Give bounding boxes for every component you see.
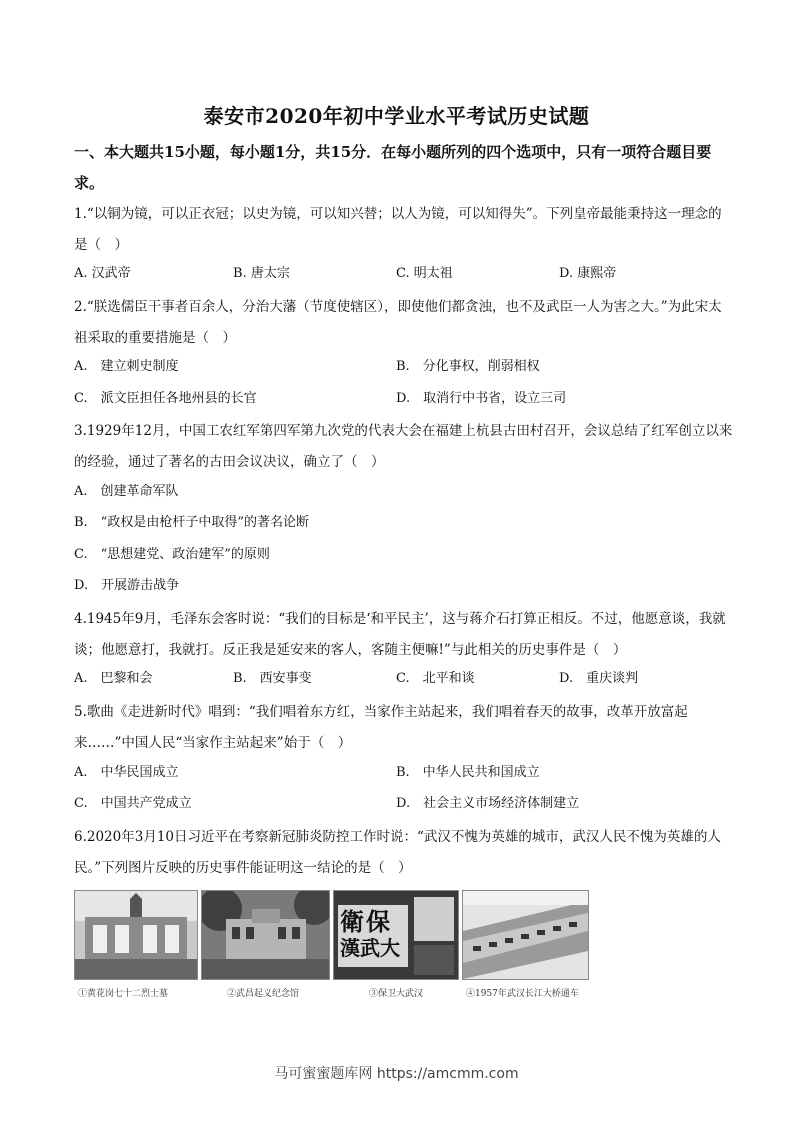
question-3-stem: 3.1929年12月，中国工农红军第四军第九次党的代表大会在福建上杭县古田村召开，会议总结了红军创立以来的经验，通过了著名的古田会议决议，确立了（ ） (74, 423, 733, 470)
question-2-option-b: B. 分化事权，削弱相权 (396, 359, 540, 374)
question-5-option-b: B. 中华人民共和国成立 (396, 765, 540, 780)
question-2-option-a: A. 建立刺史制度 (74, 359, 179, 374)
photo-caption-3: ③保卫大武汉 (369, 989, 424, 999)
page-footer-watermark: 马可蜜蜜题库网 https://amcmm.com (274, 1066, 519, 1082)
defend-wuhan-sign-line-2: 漢武大 (340, 936, 400, 960)
question-5-option-d: D. 社会主义市场经济体制建立 (396, 796, 580, 811)
question-3-option-a: A. 创建革命军队 (74, 484, 179, 499)
question-3-option-c: C. “思想建党、政治建军”的原则 (74, 547, 270, 562)
question-5-option-c: C. 中国共产党成立 (74, 796, 192, 811)
question-1-option-c: C. 明太祖 (396, 266, 453, 281)
question-2-option-c: C. 派文臣担任各地州县的长官 (74, 391, 257, 406)
question-1-stem: 1.“以铜为镜，可以正衣冠；以史为镜，可以知兴替；以人为镜，可以知得失”。下列皇帝最能秉持这一理念的是（ ） (74, 206, 722, 253)
exam-title: 泰安市2020年初中学业水平考试历史试题 (203, 104, 590, 128)
question-5-option-a: A. 中华民国成立 (74, 765, 179, 780)
question-6-stem: 6.2020年3月10日习近平在考察新冠肺炎防控工作时说：“武汉不愧为英雄的城市，武汉人民不愧为英雄的人民。”下列图片反映的历史事件能证明这一结论的是（ ） (74, 829, 721, 876)
photo-caption-1: ①黄花岗七十二烈士墓 (78, 989, 169, 999)
photo-caption-2: ②武昌起义纪念馆 (227, 989, 300, 999)
photo-wuchang-memorial (201, 890, 330, 980)
question-2-stem: 2.“朕选儒臣干事者百余人，分治大藩（节度使辖区），即使他们都贪浊，也不及武臣一人为害之大。”为此宋太祖采取的重要措施是（ ） (74, 299, 722, 346)
question-3-option-d: D. 开展游击战争 (74, 578, 180, 593)
photo-martyrs-tomb (74, 890, 198, 980)
photo-caption-4: ④1957年武汉长江大桥通车 (466, 989, 579, 999)
question-1-option-d: D. 康熙帝 (559, 266, 617, 281)
question-1-option-a: A. 汉武帝 (74, 266, 131, 281)
defend-wuhan-sign-line-1: 衛保 (340, 907, 392, 936)
section-instructions: 一、本大题共15小题，每小题1分，共15分．在每小题所列的四个选项中，只有一项符合题目要求。 (74, 143, 712, 192)
question-4-option-b: B. 西安事变 (233, 671, 312, 686)
question-4-option-a: A. 巴黎和会 (74, 671, 153, 686)
question-1-option-b: B. 唐太宗 (233, 266, 290, 281)
question-4-stem: 4.1945年9月，毛泽东会客时说：“我们的目标是‘和平民主’，这与蒋介石打算正相反。不过，他愿意谈，我就谈；他愿意打，我就打。反正我是延安来的客人，客随主便嘛!”与此相关的历史事件是（ ） (74, 611, 726, 658)
question-4-option-c: C. 北平和谈 (396, 671, 475, 686)
photo-defend-wuhan (333, 890, 459, 980)
question-5-stem: 5.歌曲《走进新时代》唱到：“我们唱着东方红，当家作主站起来，我们唱着春天的故事，改革开放富起来……”中国人民“当家作主站起来”始于（ ） (74, 704, 688, 751)
question-3-option-b: B. “政权是由枪杆子中取得”的著名论断 (74, 515, 309, 530)
question-6-photo-strip (74, 890, 594, 1000)
photo-yangtze-bridge (462, 890, 589, 980)
question-2-option-d: D. 取消行中书省，设立三司 (396, 391, 567, 406)
question-4-option-d: D. 重庆谈判 (559, 671, 639, 686)
